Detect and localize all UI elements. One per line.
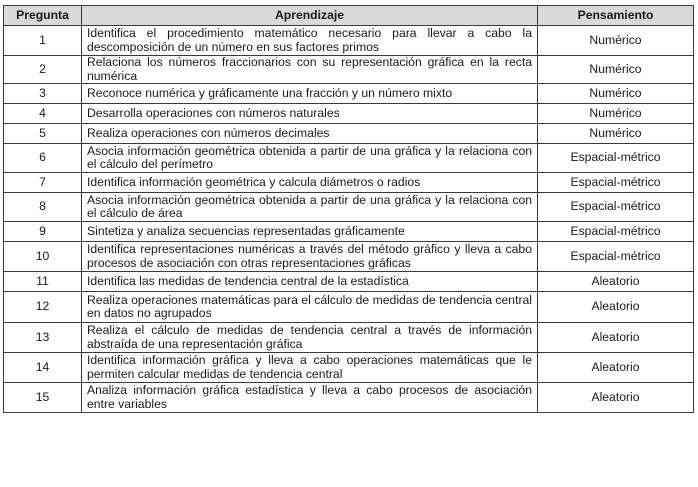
cell-pensamiento: Aleatorio [538,383,694,413]
cell-aprendizaje: Sintetiza y analiza secuencias representadas gráficamente [82,222,538,242]
table-row [4,323,694,353]
cell-aprendizaje: Analiza información gráfica estadística y lleva a cabo procesos de asociación entre variables [82,383,538,413]
table-row [4,193,694,222]
cell-pregunta: 3 [4,84,82,104]
cell-aprendizaje: Realiza operaciones con números decimales [82,124,538,144]
cell-pensamiento: Numérico [538,124,694,144]
cell-pregunta: 2 [4,56,82,84]
table-row [4,292,694,323]
cell-pensamiento: Espacial-métrico [538,173,694,193]
cell-aprendizaje: Identifica el procedimiento matemático necesario para llevar a cabo la descomposición de un número en sus factores primos [82,26,538,56]
cell-aprendizaje: Reconoce numérica y gráficamente una fracción y un número mixto [82,84,538,104]
cell-aprendizaje: Realiza el cálculo de medidas de tendencia central a través de información abstraída de una representación gráfica [82,323,538,353]
cell-pregunta: 5 [4,124,82,144]
cell-pensamiento: Espacial-métrico [538,242,694,272]
cell-aprendizaje: Relaciona los números fraccionarios con su representación gráfica en la recta numérica [82,56,538,84]
table-body [4,26,694,413]
header-pregunta: Pregunta [4,6,82,26]
header-pensamiento: Pensamiento [538,6,694,26]
table-row [4,144,694,173]
cell-aprendizaje: Asocia información geométrica obtenida a partir de una gráfica y la relaciona con el cálculo de área [82,193,538,222]
cell-pensamiento: Numérico [538,104,694,124]
cell-pregunta: 7 [4,173,82,193]
cell-pensamiento: Aleatorio [538,292,694,323]
cell-pregunta: 14 [4,353,82,383]
cell-pregunta: 11 [4,272,82,292]
cell-pregunta: 15 [4,383,82,413]
cell-aprendizaje: Identifica información gráfica y lleva a cabo operaciones matemáticas que le permiten calcular medidas de tendencia central [82,353,538,383]
header-row [4,6,694,26]
learning-table [3,5,694,413]
cell-pensamiento: Espacial-métrico [538,222,694,242]
cell-pregunta: 1 [4,26,82,56]
cell-pensamiento: Espacial-métrico [538,144,694,173]
cell-aprendizaje: Asocia información geométrica obtenida a partir de una gráfica y la relaciona con el cálculo del perímetro [82,144,538,173]
table-container [3,5,693,413]
table-row [4,353,694,383]
cell-pensamiento: Numérico [538,26,694,56]
cell-pensamiento: Numérico [538,84,694,104]
cell-pregunta: 4 [4,104,82,124]
cell-pregunta: 9 [4,222,82,242]
cell-pensamiento: Aleatorio [538,353,694,383]
table-row [4,26,694,56]
cell-pregunta: 6 [4,144,82,173]
header-aprendizaje: Aprendizaje [82,6,538,26]
table-row [4,56,694,84]
table-row [4,272,694,292]
cell-pregunta: 8 [4,193,82,222]
table-row [4,124,694,144]
table-row [4,383,694,413]
cell-pensamiento: Aleatorio [538,272,694,292]
cell-aprendizaje: Identifica representaciones numéricas a través del método gráfico y lleva a cabo procesos de asociación con otras representaciones gráficas [82,242,538,272]
cell-aprendizaje: Identifica las medidas de tendencia central de la estadística [82,272,538,292]
cell-pregunta: 12 [4,292,82,323]
table-row [4,222,694,242]
table-row [4,242,694,272]
cell-pensamiento: Aleatorio [538,323,694,353]
cell-aprendizaje: Desarrolla operaciones con números naturales [82,104,538,124]
cell-aprendizaje: Identifica información geométrica y calcula diámetros o radios [82,173,538,193]
cell-pregunta: 13 [4,323,82,353]
cell-pensamiento: Numérico [538,56,694,84]
table-row [4,84,694,104]
cell-pensamiento: Espacial-métrico [538,193,694,222]
table-row [4,104,694,124]
cell-pregunta: 10 [4,242,82,272]
table-row [4,173,694,193]
cell-aprendizaje: Realiza operaciones matemáticas para el cálculo de medidas de tendencia central en datos no agrupados [82,292,538,323]
